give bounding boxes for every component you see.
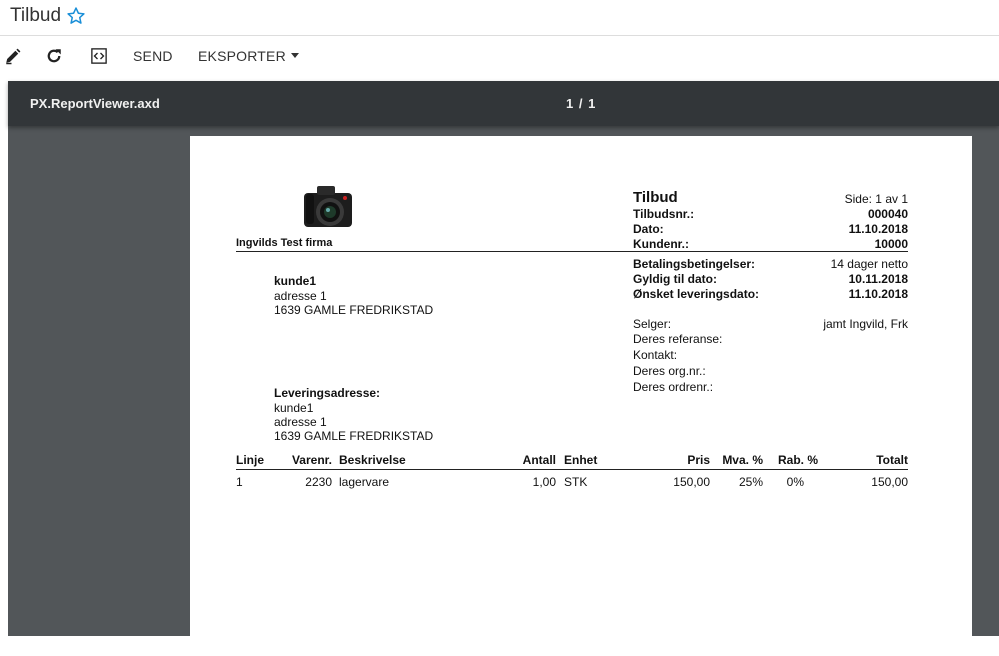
customer-number-label: Kundenr.: (633, 237, 689, 251)
org-number-label: Deres org.nr.: (633, 364, 706, 378)
document-title: Tilbud (633, 189, 678, 206)
delivery-heading: Leveringsadresse: (274, 386, 381, 400)
page-info: Side: 1 av 1 (844, 192, 908, 206)
page-indicator: 1 / 1 (566, 96, 597, 111)
valid-until-label: Gyldig til dato: (633, 272, 717, 286)
your-reference-label: Deres referanse: (633, 332, 723, 346)
report-viewer[interactable] (8, 81, 999, 636)
export-dropdown[interactable] (198, 48, 299, 64)
col-item-number: Varenr. (291, 453, 332, 467)
col-description: Beskrivelse (339, 453, 406, 467)
valid-until-value: 10.11.2018 (848, 272, 908, 286)
quote-number-value: 000040 (867, 207, 908, 221)
header-divider (236, 251, 908, 252)
col-vat: Mva. % (722, 453, 763, 467)
customer-address: adresse 1 (274, 289, 327, 303)
favorite-star-icon[interactable] (66, 6, 86, 26)
cell-unit: STK (564, 475, 588, 489)
date-value: 11.10.2018 (848, 222, 908, 236)
cell-item-number: 2230 (305, 475, 332, 489)
col-quantity: Antall (522, 453, 556, 467)
title-bar (0, 0, 999, 36)
customer-name: kunde1 (274, 274, 317, 288)
company-name: Ingvilds Test firma (236, 237, 333, 249)
col-line: Linje (236, 453, 265, 467)
send-button[interactable]: SEND (133, 48, 173, 64)
cell-discount: 0% (786, 475, 804, 489)
col-total: Totalt (876, 453, 908, 467)
toolbar (0, 37, 999, 80)
edit-pencil-icon[interactable] (4, 47, 22, 65)
page-title: Tilbud (10, 5, 62, 26)
contact-label: Kontakt: (633, 348, 678, 362)
payment-terms-value: 14 dager netto (830, 257, 908, 271)
customer-number-value: 10000 (874, 237, 908, 251)
refresh-icon[interactable] (45, 47, 63, 65)
delivery-city: 1639 GAMLE FREDRIKSTAD (274, 429, 434, 443)
customer-city: 1639 GAMLE FREDRIKSTAD (274, 303, 434, 317)
export-label: EKSPORTER (198, 48, 286, 64)
date-label: Dato: (633, 222, 664, 236)
delivery-date-label: Ønsket leveringsdato: (633, 287, 760, 301)
cell-price: 150,00 (673, 475, 710, 489)
caret-down-icon (291, 53, 299, 58)
seller-value: jamt Ingvild, Frk (823, 317, 908, 331)
table-header-divider (236, 469, 908, 470)
cell-description: lagervare (339, 475, 390, 489)
col-discount: Rab. % (777, 453, 818, 467)
viewer-header (8, 81, 999, 126)
delivery-address: adresse 1 (274, 415, 327, 429)
order-number-label: Deres ordrenr.: (633, 380, 714, 394)
cell-line: 1 (236, 475, 243, 489)
col-unit: Enhet (564, 453, 598, 467)
cell-total: 150,00 (871, 475, 908, 489)
viewer-filename: PX.ReportViewer.axd (30, 96, 160, 111)
payment-terms-label: Betalingsbetingelser: (633, 257, 756, 271)
cell-quantity: 1,00 (532, 475, 556, 489)
quote-number-label: Tilbudsnr.: (633, 207, 695, 221)
code-view-icon[interactable] (90, 47, 108, 65)
delivery-date-value: 11.10.2018 (848, 287, 908, 301)
report-page (190, 136, 972, 656)
cell-vat: 25% (738, 475, 763, 489)
camera-logo-icon (303, 184, 353, 232)
seller-label: Selger: (633, 317, 672, 331)
col-price: Pris (687, 453, 710, 467)
delivery-name: kunde1 (274, 401, 314, 415)
